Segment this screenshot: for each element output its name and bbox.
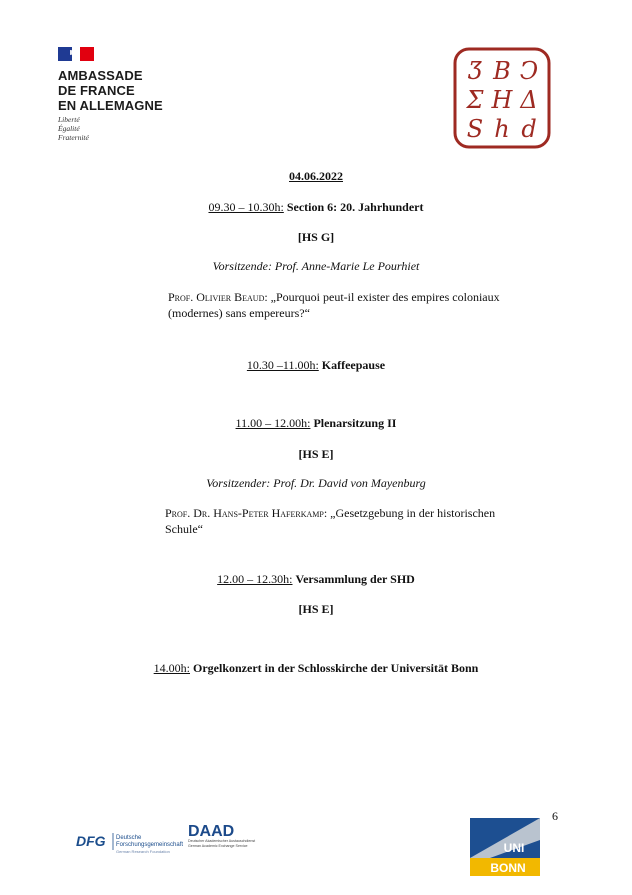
session-3-time: 11.00 – 12.00h: bbox=[235, 416, 311, 430]
seal-glyph-r3c2: h bbox=[494, 115, 510, 143]
seal-glyph-r2c1: Σ bbox=[466, 86, 484, 114]
seal-glyph-r1c2: Β bbox=[493, 57, 511, 85]
session-1-talk-line-1 bbox=[168, 289, 500, 305]
session-3-title: Plenarsitzung II bbox=[313, 416, 397, 430]
session-5-title: Orgelkonzert in der Schlosskirche der Universität Bonn bbox=[193, 661, 479, 675]
session-3-heading bbox=[0, 415, 632, 431]
uni-bonn-logo bbox=[470, 818, 540, 876]
session-4-title: Versammlung der SHD bbox=[295, 572, 415, 586]
page-number: 6 bbox=[552, 809, 558, 823]
motto-liberte: Liberté bbox=[58, 115, 80, 124]
session-1-chair: Vorsitzende: Prof. Anne-Marie Le Pourhiet bbox=[212, 259, 420, 273]
session-3-speaker: Prof. Dr. Hans-Peter Haferkamp bbox=[165, 506, 324, 520]
dfg-name-en: German Research Foundation bbox=[116, 849, 170, 854]
session-1-heading bbox=[0, 199, 632, 215]
motto-egalite: Égalité bbox=[58, 124, 80, 133]
shd-seal-logo bbox=[453, 47, 551, 149]
seal-glyph-r2c3: Δ bbox=[520, 86, 538, 114]
session-3-room: [HS E] bbox=[298, 447, 334, 461]
daad-name-en: German Academic Exchange Service bbox=[188, 844, 248, 848]
dfg-abbr: DFG bbox=[76, 833, 106, 849]
bonn-word: BONN bbox=[490, 861, 526, 875]
seal-glyph-r1c1: Ʒ bbox=[468, 57, 482, 85]
session-1-talk-title-2: (modernes) sans empereurs?“ bbox=[168, 306, 310, 320]
session-3-talk-line-1 bbox=[165, 505, 495, 521]
dfg-name-line-2: Forschungsgemeinschaft bbox=[116, 842, 184, 848]
embassy-name-line-2: DE FRANCE bbox=[58, 83, 135, 98]
seal-glyph-r1c3: Ͻ bbox=[519, 57, 539, 85]
session-5-time: 14.00h: bbox=[153, 661, 190, 675]
marianne-flag-icon bbox=[58, 47, 94, 61]
session-2-time: 10.30 –11.00h: bbox=[246, 358, 319, 372]
seal-glyph-r3c3: d bbox=[521, 115, 537, 143]
session-1-talk-title-1: : „Pourquoi peut-il exister des empires coloniaux bbox=[264, 290, 500, 304]
session-1-time: 09.30 – 10.30h: bbox=[208, 200, 284, 214]
dfg-name-line-1: Deutsche bbox=[116, 835, 142, 841]
session-4-time: 12.00 – 12.30h: bbox=[217, 572, 293, 586]
program-date: 04.06.2022 bbox=[289, 169, 343, 183]
uni-word: UNI bbox=[503, 841, 525, 855]
session-4-room: [HS E] bbox=[298, 602, 334, 616]
session-4-heading bbox=[0, 571, 632, 587]
session-1-title: Section 6: 20. Jahrhundert bbox=[286, 200, 424, 214]
session-3-talk-title-1: : „Gesetzgebung in der historischen bbox=[323, 506, 496, 520]
daad-abbr: DAAD bbox=[188, 823, 235, 840]
daad-logo bbox=[188, 820, 268, 854]
session-5-heading bbox=[0, 660, 632, 676]
session-1-room: [HS G] bbox=[297, 230, 335, 244]
session-2-title: Kaffeepause bbox=[321, 358, 386, 372]
daad-name-de: Deutscher Akademischer Austauschdienst bbox=[188, 839, 256, 843]
dfg-logo bbox=[75, 830, 185, 858]
embassy-name-line-3: EN ALLEMAGNE bbox=[58, 98, 163, 113]
session-3-chair: Vorsitzender: Prof. Dr. David von Mayenburg bbox=[206, 476, 426, 490]
session-1-speaker: Prof. Olivier Beaud bbox=[168, 290, 265, 304]
motto-fraternite: Fraternité bbox=[58, 133, 89, 142]
seal-glyph-r3c1: S bbox=[466, 115, 484, 143]
seal-glyph-r2c2: Η bbox=[491, 86, 513, 114]
session-2-heading bbox=[0, 357, 632, 373]
embassy-name-line-1: AMBASSADE bbox=[58, 68, 143, 83]
session-3-talk-title-2: Schule“ bbox=[165, 522, 203, 536]
